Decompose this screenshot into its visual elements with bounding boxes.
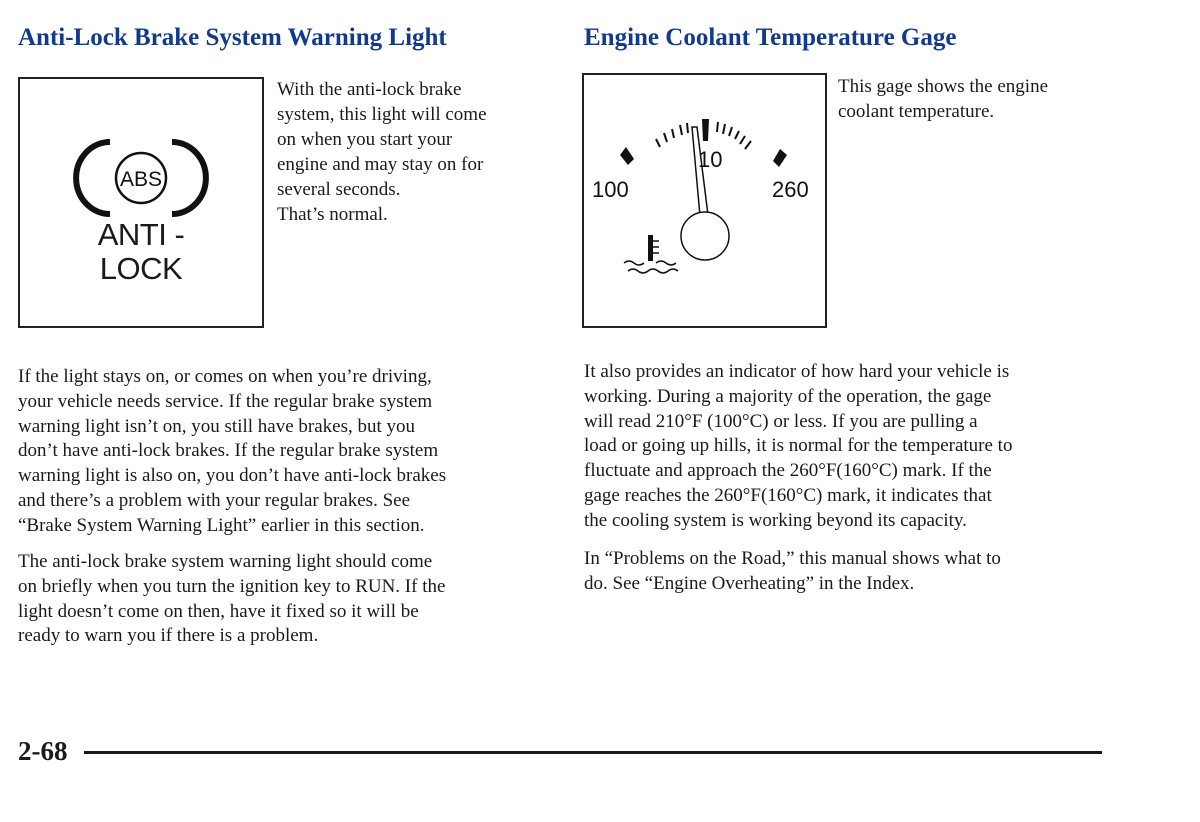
coolant-temperature-icon <box>624 235 678 273</box>
text-line: fluctuate and approach the 260°F(160°C) mark. If the <box>584 460 992 482</box>
caption-line: This gage shows the engine <box>838 76 1049 97</box>
text-line: gage reaches the 260°F(160°C) mark, it indicates that <box>584 484 992 506</box>
text-line: If the light stays on, or comes on when you’re driving, <box>18 366 432 387</box>
text-line: do. See “Engine Overheating” in the Index. <box>584 572 915 594</box>
coolant-gauge-figure <box>582 73 827 328</box>
gauge-min-marker <box>620 147 634 165</box>
coolant-caption <box>838 74 1098 124</box>
page-number: 2-68 <box>18 736 68 766</box>
abs-caption <box>277 77 547 227</box>
caption-line: With the anti-lock brake <box>277 79 462 100</box>
abs-paragraph-2 <box>18 550 548 649</box>
text-line: In “Problems on the Road,” this manual shows what to <box>584 548 1001 569</box>
footer-divider <box>84 751 1102 754</box>
text-line: working. During a majority of the operation, the gage <box>584 385 992 407</box>
gauge-hub <box>681 212 729 260</box>
caption-line: system, this light will come <box>277 104 487 125</box>
gauge-max-marker <box>773 149 787 167</box>
caption-line: That’s normal. <box>277 204 388 225</box>
text-line: The anti-lock brake system warning light should come <box>18 551 433 572</box>
caption-line: on when you start your <box>277 129 453 150</box>
caption-line: coolant temperature. <box>838 101 995 122</box>
text-line: ready to warn you if there is a problem. <box>18 625 319 647</box>
abs-section-title: Anti-Lock Brake System Warning Light <box>18 24 447 51</box>
caption-line: several seconds. <box>277 179 401 200</box>
lock-label: LOCK <box>99 251 183 286</box>
text-line: on briefly when you turn the ignition key to RUN. If the <box>18 575 446 597</box>
gauge-max-label: 260 <box>772 177 809 202</box>
text-line: light doesn’t come on then, have it fixed so it will be <box>18 600 419 622</box>
text-line: the cooling system is working beyond its capacity. <box>584 509 967 531</box>
text-line: and there’s a problem with your regular brakes. See <box>18 489 411 511</box>
coolant-gauge <box>584 75 825 326</box>
text-line: load or going up hills, it is normal for the temperature to <box>584 435 1013 457</box>
text-line: warning light is also on, you don’t have anti-lock brakes <box>18 465 447 487</box>
gauge-mid-marker <box>702 119 709 141</box>
gauge-mid-label: 10 <box>698 147 723 172</box>
abs-icon-text: ABS <box>119 168 163 191</box>
coolant-section-title: Engine Coolant Temperature Gage <box>584 24 957 51</box>
anti-label: ANTI - <box>97 217 185 252</box>
coolant-paragraph-2 <box>584 547 1104 597</box>
abs-warning-figure <box>18 77 264 328</box>
abs-paragraph-1 <box>18 365 548 539</box>
text-line: your vehicle needs service. If the regular brake system <box>18 390 433 412</box>
coolant-paragraph-1 <box>584 360 1104 534</box>
caption-line: engine and may stay on for <box>277 154 484 175</box>
text-line: will read 210°F (100°C) or less. If you are pulling a <box>584 410 978 432</box>
text-line: “Brake System Warning Light” earlier in this section. <box>18 514 425 536</box>
text-line: It also provides an indicator of how hard your vehicle is <box>584 361 1010 382</box>
text-line: warning light isn’t on, you still have brakes, but you <box>18 415 416 437</box>
gauge-min-label: 100 <box>592 177 629 202</box>
text-line: don’t have anti-lock brakes. If the regular brake system <box>18 440 439 462</box>
